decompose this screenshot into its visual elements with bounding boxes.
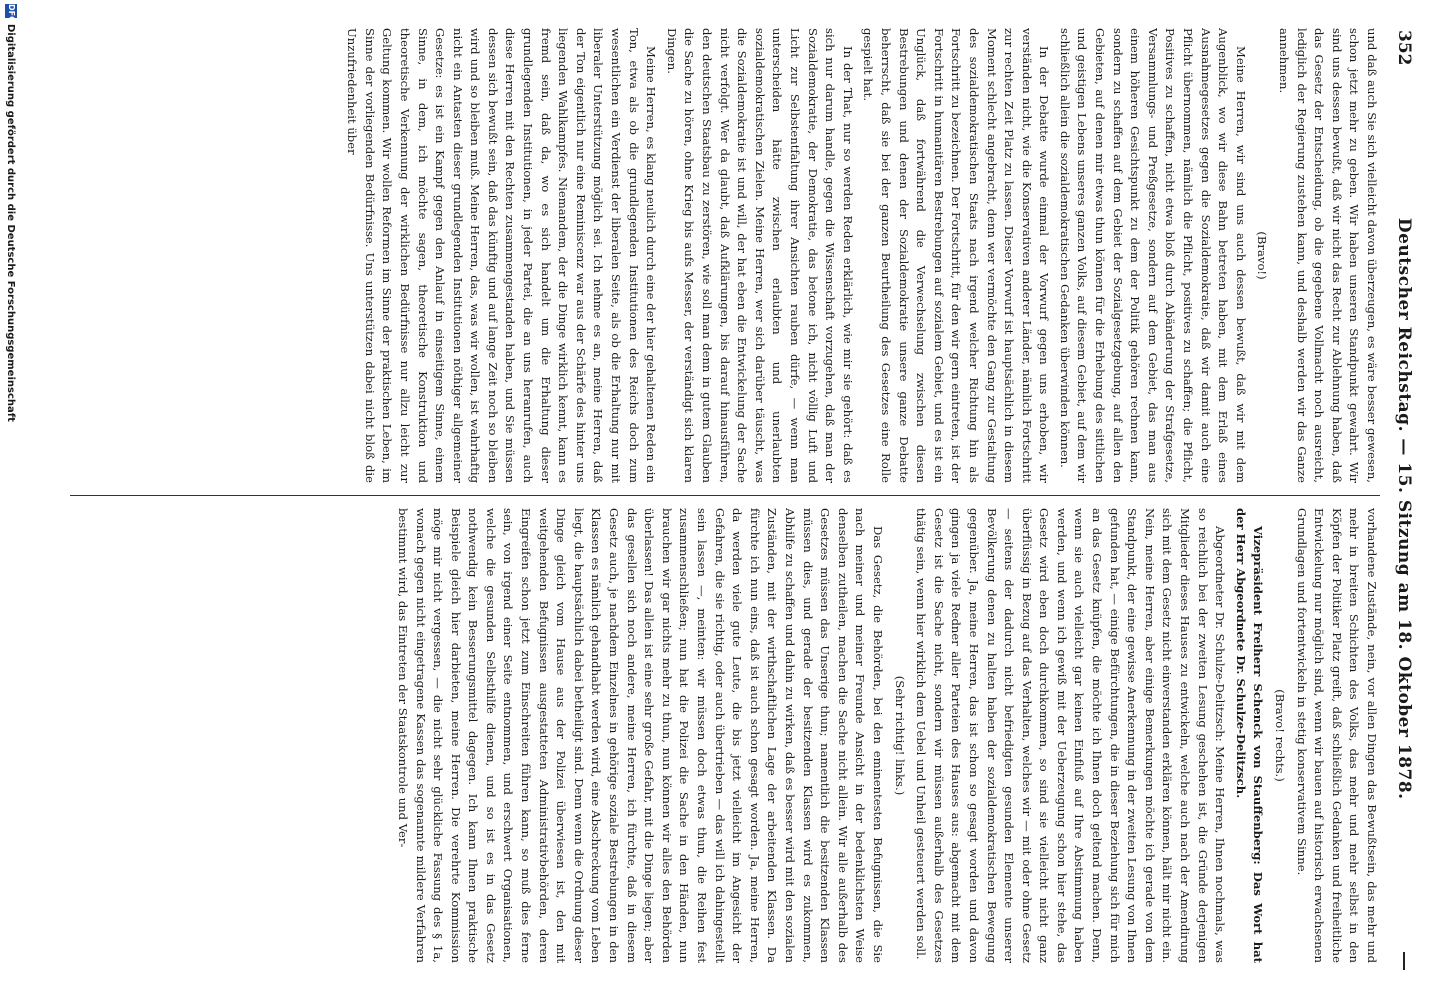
applause-note: (Bravo! rechts.) [1273,689,1288,782]
credit-text: Digitalisierung gefördert durch die Deutsche Forschungsgemeinschaft [5,24,17,422]
paragraph: Meine Herren, es klang neulich durch eine der hier gehaltenen Reden ein Ton, etwa als ob die grundlegenden Institutionen des Reichs doch zum wesentlichen ein Verdienst der liberalen Seite, als ob die Erhaltung nur mit liberaler Unterstützung möglich sei. Ich nehme es an, meine Herren, daß der Ton eigentlich nur eine Reminiscenz war aus der Schärfe des hinter uns liegenden Wahlkampfes. Niemandem, der die Dinge wirklich kennt, kann es fremd sein, daß da, wo es sich handelt um die Erhaltung dieser grundlegenden Institutionen, in jeder Partei, die an uns heranrufen, auch diese Herren mit den Rechten zusammengestanden haben, und Sie müssen dessen sich bewußt sein, daß das künftig und auf lange Zeit noch so bleiben wird und so bleiben muß. Meine Herren, das, was wir wollen, ist wahrhaftig nicht ein Antasten dieser grundlegenden Institutionen nöthiger allgemeiner Gesetze: es ist ein Kampf gegen den Anlauf in einseitigem Sinne, einem Sinne, in dem, ich möchte sagen, theoretische Konstruktion und theoretische Verkennung der wirklichen Bedürfnisse nur allzu leicht zur Geltung kommen. Wir wollen Reformen im Sinne der praktischen Leben, im Sinne der vorliegenden Bedürfnisse. Uns unterstützen dabei nicht bloß die Unzufriedenheit über [345,28,659,483]
header-rule [1403,952,1405,970]
page-number: 352 [1394,30,1414,66]
paragraph: und daß auch Sie sich vielleicht davon überzeugen, es wäre besser gewesen, schon jetzt mehr zu geben. Wir haben unseren Standpunkt gewahrt. Wir sind uns dessen bewußt, daß wir nicht das Recht zur Ablehnung haben, daß das Gesetz der Entscheidung, ob die gegebene Vollmacht noch ausreicht, lediglich der Regierung zustehen kann, und deshalb werden wir das Ganze annehmen. [1277,28,1379,483]
right-column [70,508,1380,963]
paragraph: vorhandene Zustände, nein, vor allen Dingen das Bewußtsein, das mehr und mehr in breiten Schichten des Volks, das mehr und mehr selbst in den Köpfen der Politiker Platz greift, daß schließlich Gedanken und freiheitliche Entwickelung nur möglich sind, wenn wir bauen auf historisch erwachsenen Grundlagen und fortentwickeln in stetig konservativem Sinne. [1294,508,1379,963]
page-header [1384,30,1424,970]
speaker-paragraph: Vizepräsident Freiherr Schenck von Stauffenberg: Das Wort hat der Herr Abgeordnete Dr. Schulze-Delitzsch. [1233,508,1266,963]
paragraph: Abgeordneter Dr. Schulze-Delitzsch: Meine Herren, Ihnen nochmals, was so reichlich bei der zweiten Lesung geschehen ist, die Gründe derjenigen Mitglieder dieses Hauses zu entwickeln, welche auch nach der Amendirung sich mit dem Gesetz nicht einverstanden erklären können, hält mir nicht ein. Nein, meine Herren, aber einige Bemerkungen möchte ich gerade von dem Standpunkt, der eine gewisse Anerkennung in der zweiten Lesung von Ihnen gefunden hat, — einige Befürchtungen, die in dieser Beziehung sich für mich an das Gesetz knüpfen, die möchte ich Ihnen doch geltend machen. Denn, wenn sie auch vielleicht gar keinen Einfluß auf Ihre Abstimmung haben werden, und wenn ich gewiß mit der Ueberzeugung schon hier stehe, das Gesetz wird eben doch durchkommen, so sind sie vielleicht nicht ganz überflüssig in Bezug auf das Verhalten, welches wir — mit oder ohne Gesetz — seitens der dadurch nicht befriedigten gesunden Elemente unserer Bevölkerung denen zu halten haben der sozialdemokratischen Bewegung gegenüber. Ja, meine Herren, das ist schon so gesagt worden und davon gingen ja viele Redner aller Parteien des Hauses aus: abgemacht mit dem Gesetz ist die Sache nicht, sondern wir müssen außerhalb des Gesetzes thätig sein, wenn hier wirklich dem Uebel und Unheil gesteuert werden soll. [914,508,1228,963]
paragraph: In der That, nur so werden Reden erklärlich, wie mir sie gehört: daß es sich nur darum handle, gegen die Wissenschaft vorzugehen, daß man der Sozialdemokratie, der Demokratie, das betone ich, nicht völlig Luft und Licht zur Selbstentfaltung ihrer Ansichten rauben dürfe, — wenn man unterscheiden hätte zwischen erlaubten und unerlaubten sozialdemokratischen Zielen. Meine Herren, wer sich darüber täuscht, was die Sozialdemokratie ist und will, der hat eben die Entwickelung der Sache nicht verfolgt. Wer da glaubt, daß Aufklärungen, bis darauf hinausführen, den deutschen Staatsbau zu zerstören, wie soll man denn in gutem Glauben die Sache zu hören, ohne Krieg bis aufs Messer, der verständigt sich klaren Dingen. [664,28,855,483]
interjection-note: (Sehr richtig! links.) [892,675,907,796]
left-column [70,28,1380,483]
digitization-credit [2,0,20,1004]
dfg-logo-icon: DFG [7,4,16,23]
paragraph: In der Debatte wurde einmal der Vorwurf gegen uns erhoben, wir verständen nicht, wie die Konservativen anderer Länder, nämlich Fortschritt zur rechten Zeit Platz zu lassen. Dieser Vorwurf ist hauptsächlich in diesem Moment schlecht angebracht, denn wer vermöchte den Gang zur Gestaltung des sozialdemokratischen Staats nach irgend welcher Richtung hin als Fortschritt zu bezeichnen. Der Fortschritt, für den wir gern eintreten, ist der Fortschritt in humanitären Bestrebungen auf sozialem Gebiet, und es ist ein Unglück, daß fortwährend die Verwechselung zwischen diesen Bestrebungen und denen der Sozialdemokratie unsere ganze Debatte beherrscht, daß sie bei der ganzen Beurtheilung des Gesetzes eine Rolle gespielt hat. [861,28,1052,483]
applause-note: (Bravo!) [1255,231,1270,280]
running-title: Deutscher Reichstag. — 15. Sitzung am 18. Oktober 1878. [1394,217,1414,800]
paragraph: Meine Herren, wir sind uns auch dessen bewußt, daß wir mit dem Augenblick, wo wir diese Bahn betreten haben, mit dem Erlaß eines Ausnahmegesetzes gegen die Sozialdemokratie, daß wir damit auch eine Pflicht übernommen, nämlich die Pflicht, positives zu schaffen; die Pflicht, Positives zu schaffen, nicht etwa bloß durch Abänderung der Strafgesetze, Versammlungs- und Preßgesetze, sondern auf dem Gebiet, das man aus einem höheren Gesichtspunkt zu dem der Politik gehören rechnen kann, sondern zu schaffen auf dem Gebiet der Sozialgesetzgebung, auf allen den Gebieten, auf denen mir etwas thun können für die Erhebung des sittlichen und geistigen Lebens unseres ganzen Volks, auf diesem Gebiet, auf dem wir schließlich allein die sozialdemokratischen Gedanken überwinden können. [1057,28,1248,483]
column-divider [70,495,1380,496]
paragraph: Das Gesetz, die Behörden, bei den eminentesten Befugnissen, die Sie nach meiner und meiner Freunde Ansicht in der bedenklichsten Weise denselben zutheilen, machen die Sache nicht allein. Wir alle außerhalb des Gesetzes müssen das Unserige thun; namentlich die besitzenden Klassen müssen dies, und gerade der besitzenden Klassen wird es zukommen, Abhilfe zu schaffen und dahin zu wirken, daß es besser wird mit den sozialen Zuständen, mit der wirthschaftlichen Lage der arbeitenden Klassen. Da fürchte ich nun eins, daß ist auch schon gesagt worden. Ja, meine Herren, da werden viele gute Leute, die bis jetzt vielleicht im Angesicht der Gefahren, die sie richtig, oder auch übertrieben — das will ich dahingestellt sein lassen —, meinten: wir müssen doch etwas thun, die Reihen fest zusammenschließen; nun hat die Polizei die Sache in den Händen, nun brauchen wir gar nichts mehr zu thun, nun können wir alles den Behörden überlassen! Das allein ist eine sehr große Gefahr, mit die Dinge liegen; aber das gesellen sich noch andere, meine Herren, ich fürchte, daß in diesem Gesetz auch, je nachdem Einzelnes in gehörige soziale Bestrebungen in den Klassen es nämlich gehandhabt werden wird, eine Abschreckung vom Leben liegt, die hauptsächlich dabei betheiligt sind. Denn wenn die Ordnung dieser Dinge gleich vom Hause aus der Polizei überwiesen ist, den mit weitgehenden Befugnissen ausgestatteten Administrativbehörden, deren Eingreifen schon jetzt zum Einschreiten führen kann, so muß dies ferne sein, von irgend einer Seite entnommen, und erschwert Organisationen, welche die gesunden Selbsthilfe dienen, und so ist es in das Gesetz nothwendig kein Besserungsmittel dagegen. Ich kann Ihnen praktische Beispiele gleich hier darbieten, meine Herren. Die verehrte Kommission möge mir nicht vergessen, — die nicht sehr glückliche Fassung des § 1a, wonach gegen nicht eingetragene Kassen das sogenannte mildere Verfahren bestimmt wird, das Eintreten der Staatskontrole und Ver- [395,508,885,963]
